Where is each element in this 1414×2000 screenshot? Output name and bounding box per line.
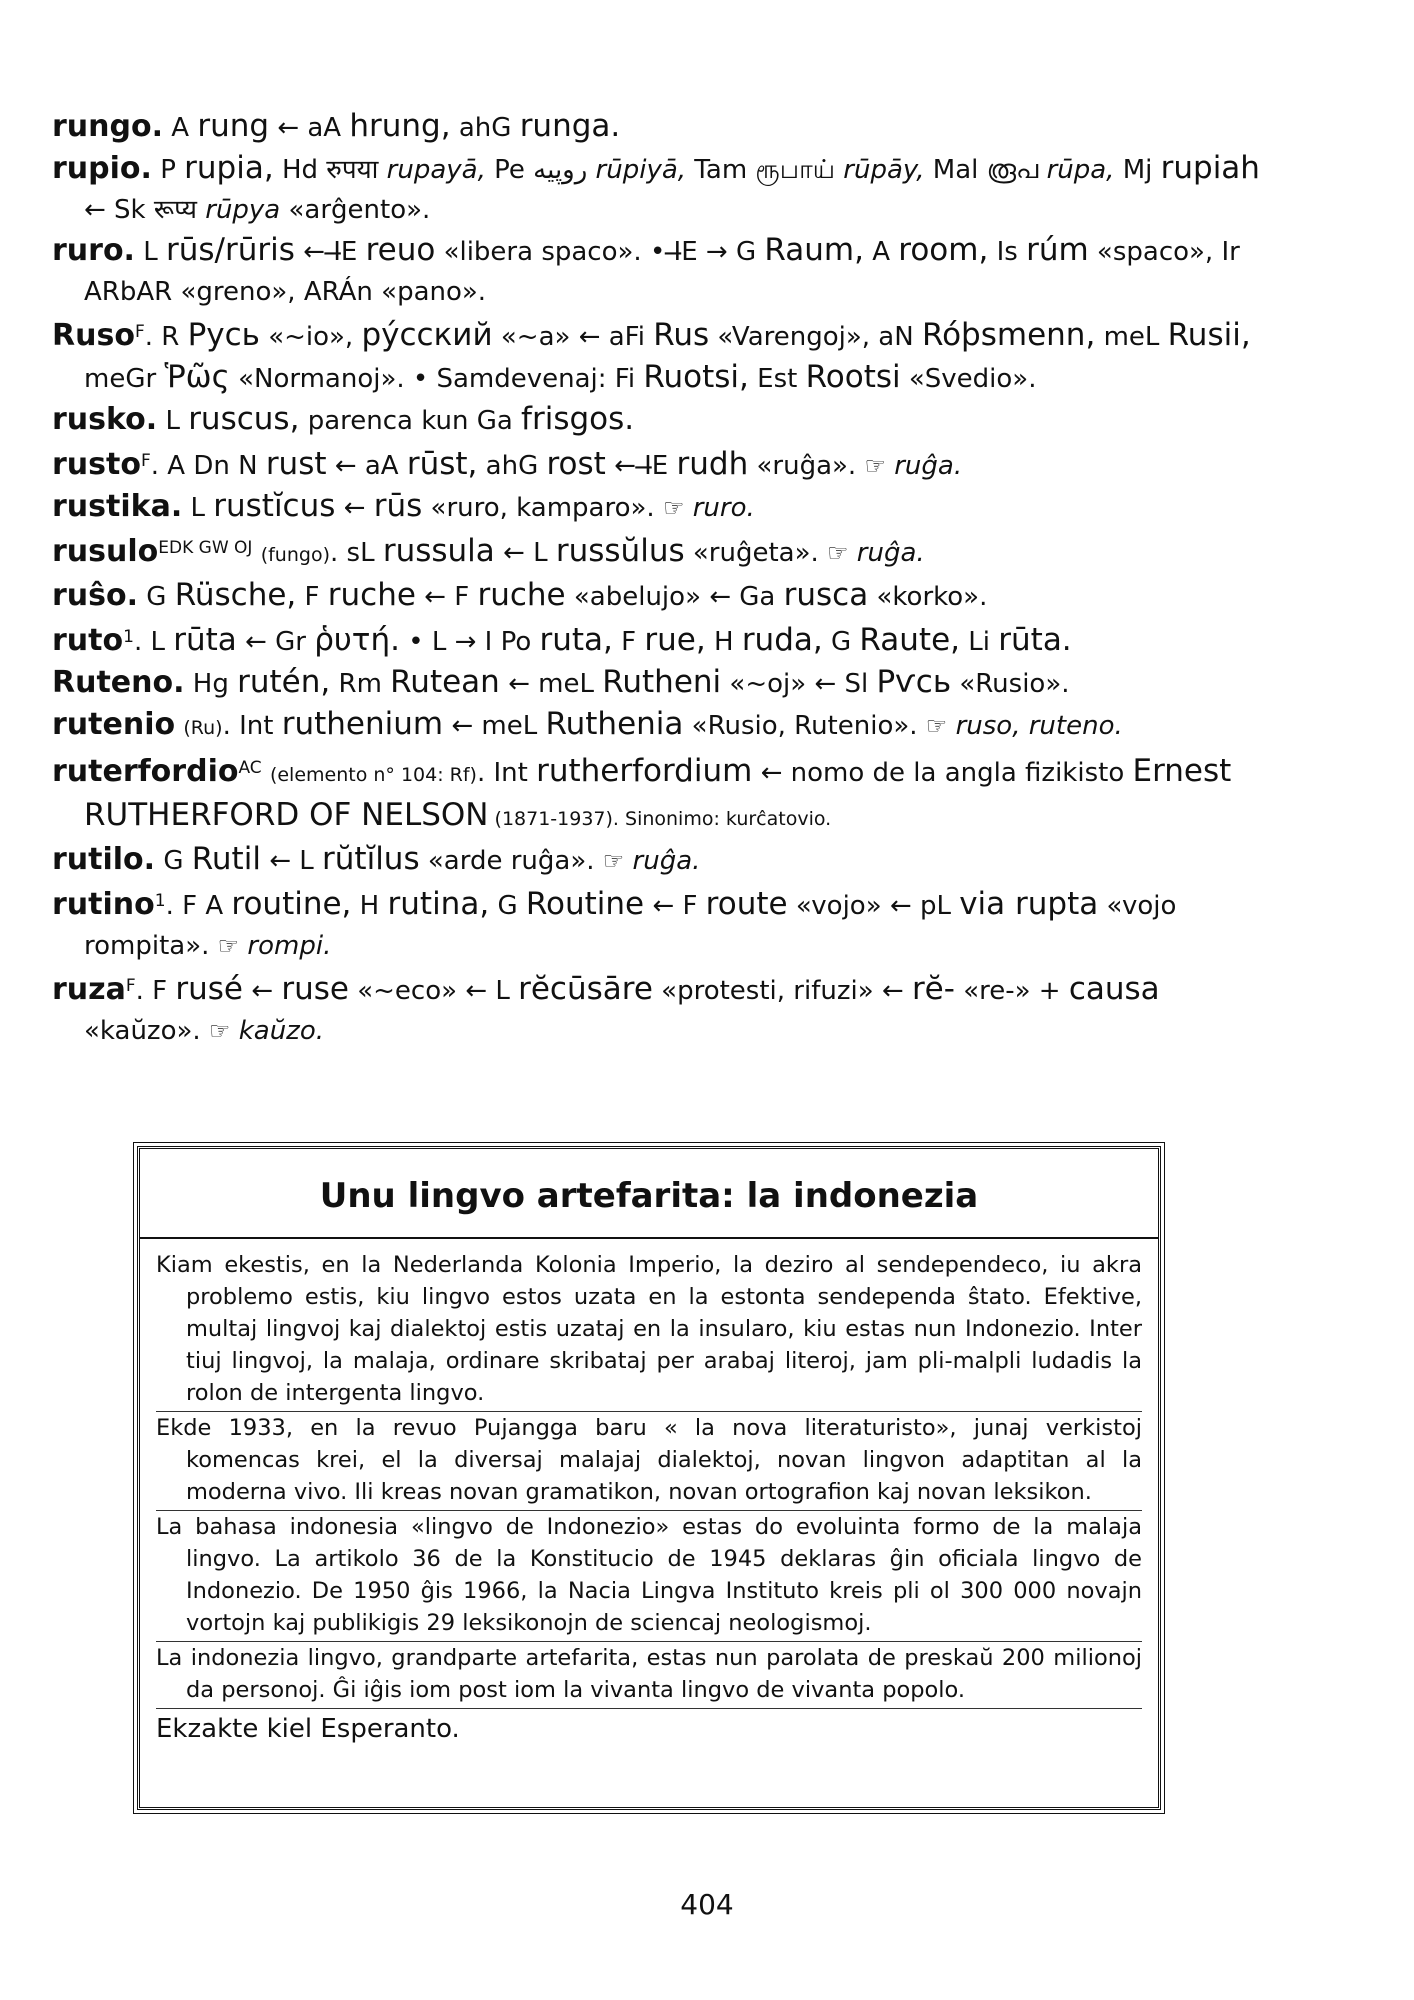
box-paragraph: La indonezia lingvo, grandparte artefarita, estas nun parolata de preskaŭ 200 milionoj da personoj. Ĝi iĝis iom post iom la vivanta lingvo de vivanta popolo.	[156, 1642, 1142, 1709]
entry-rusulo: rusulo$^{EDK GW OJ}$ (fungo). sL russula ← L russŭlus «ruĝeta». ☞ ruĝa.	[52, 533, 925, 569]
box-title: Unu lingvo artefarita: la indonezia	[140, 1149, 1158, 1239]
box-paragraph: La bahasa indonesia «lingvo de Indonezio» estas do evoluinta formo de la malaja lingvo. La artikolo 36 de la Konstitucio de 1945 deklaras ĝin oficiala lingvo de Indonezio. De 1950 ĝis 1966, la Nacia Lingva Instituto kreis pli ol 300 000 novajn vortojn kaj publikigis 29 leksikonojn de sciencaj neologismoj.	[156, 1511, 1142, 1642]
pointing-hand-icon: ☞	[602, 847, 625, 875]
headword: rusko.	[52, 402, 158, 437]
headword: ruterfordio	[52, 754, 239, 789]
entry-rusto: rusto$^F$. A Dn N rust ← aA rūst, ahG rost ← I̶E rudh «ruĝa». ☞ ruĝa.	[52, 446, 963, 482]
entry-ruterfordio: ruterfordio$^{AC}$ (elemento n° 104: Rf). Int rutherfordium ← nomo de la angla fizikisto Ernest RUTHERFORD OF NELSON (1871-1937). Sinonimo: kurĉatovio.	[52, 753, 1232, 833]
headword: rutilo.	[52, 842, 156, 877]
pointing-hand-icon: ☞	[208, 1017, 231, 1045]
headword: rusulo	[52, 534, 159, 569]
pointing-hand-icon: ☞	[925, 712, 948, 740]
entry-rutino: rutino$^1$. F A routine, H rutina, G Routine ← F route «vojo» ← pL via rupta «vojo rompita». ☞ rompi.	[52, 886, 1177, 961]
pointing-hand-icon: ☞	[827, 539, 849, 567]
headword: ruza	[52, 972, 126, 1007]
headword: Ruteno.	[52, 665, 185, 700]
entry-rutilo: rutilo. G Rutil ← L rŭtĭlus «arde ruĝa». ☞ ruĝa.	[52, 841, 701, 877]
headword: rustika.	[52, 489, 183, 524]
pointing-hand-icon: ☞	[662, 494, 685, 522]
entry-rupio: rupio. P rupia, Hd रुपया rupayā, Pe روپیه rūpiyā, Tam ரூபாய் rūpāy, Mal രൂപ rūpa, Mj rupiah ← Sk रूप्य rūpya «arĝento».	[52, 150, 1260, 225]
entry-ruza: ruza$^F$. F rusé ← ruse «~eco» ← L rĕcūsāre «protesti, rifuzi» ← rĕ- «re-» + causa «kaŭzo». ☞ kaŭzo.	[52, 971, 1160, 1046]
entry-ruro: ruro. L rūs/rūris ← I̶E reuo «libera spaco». • I̶E → G Raum, A room, Is rúm «spaco», Ir ARbAR «greno», ARÁn «pano».	[52, 232, 1240, 307]
headword: ruŝo.	[52, 578, 139, 613]
headword: rungo.	[52, 109, 163, 144]
entry-ruteno: Ruteno. Hg rutén, Rm Rutean ← meL Rutheni «~oj» ← Sl Рѵсь «Rusio».	[52, 664, 1070, 700]
headword: rutenio	[52, 707, 176, 742]
headword: rupio.	[52, 151, 152, 186]
headword: rutino	[52, 887, 155, 922]
entry-rutenio: rutenio (Ru). Int ruthenium ← meL Ruthenia «Rusio, Rutenio». ☞ ruso, ruteno.	[52, 706, 1123, 742]
entry-rusko: rusko. L ruscus, parenca kun Ga frisgos.	[52, 401, 635, 437]
entry-ruso: Ruso$^F$. R Русь «~io», ру́сский «~a» ← aFi Rus «Varengoj», aN Róþsmenn, meL Rusii, meGr Ῥῶς «Normanoj». • Samdevenaj: Fi Ruotsi, Est Rootsi «Svedio».	[52, 317, 1251, 395]
box-closing: Ekzakte kiel Esperanto.	[156, 1714, 460, 1744]
entry-rusxo: ruŝo. G Rüsche, F ruche ← F ruche «abelujo» ← Ga rusca «korko».	[52, 577, 988, 613]
box-paragraph: Kiam ekestis, en la Nederlanda Kolonia Imperio, la deziro al sendependeco, iu akra problemo estis, kiu lingvo estos uzata en la estonta sendependa ŝtato. Efektive, multaj lingvoj kaj dialektoj estis uzataj en la insularo, kiu estas nun Indonezio. Inter tiuj lingvoj, la malaja, ordinare skribataj per arabaj literoj, jam pli-malpli ludadis la rolon de intergenta lingvo.	[156, 1249, 1142, 1412]
pointing-hand-icon: ☞	[864, 452, 886, 480]
headword: ruto	[52, 623, 124, 658]
entry-list	[52, 106, 1262, 1051]
pointing-hand-icon: ☞	[217, 932, 240, 960]
entry-ruto: ruto$^1$. L rūta ← Gr ῥυτή. • L → I Po ruta, F rue, H ruda, G Raute, Li rūta.	[52, 622, 1072, 658]
box-body	[140, 1239, 1158, 1751]
headword: rusto	[52, 447, 141, 482]
sidebar-box	[137, 1146, 1161, 1810]
headword: Ruso	[52, 318, 135, 353]
headword: ruro.	[52, 233, 135, 268]
page-number: 404	[680, 1888, 734, 1921]
entry-rustika: rustika. L rustĭcus ← rūs «ruro, kamparo». ☞ ruro.	[52, 488, 755, 524]
box-paragraph: Ekde 1933, en la revuo Pujangga baru « la nova literaturisto», junaj verkistoj komencas krei, el la diversaj malajaj dialektoj, novan lingvon adaptitan al la moderna vivo. Ili kreas novan gramatikon, novan ortografion kaj novan leksikon.	[156, 1412, 1142, 1511]
entry-rungo: rungo. A rung ← aA hrung, ahG runga.	[52, 108, 621, 144]
